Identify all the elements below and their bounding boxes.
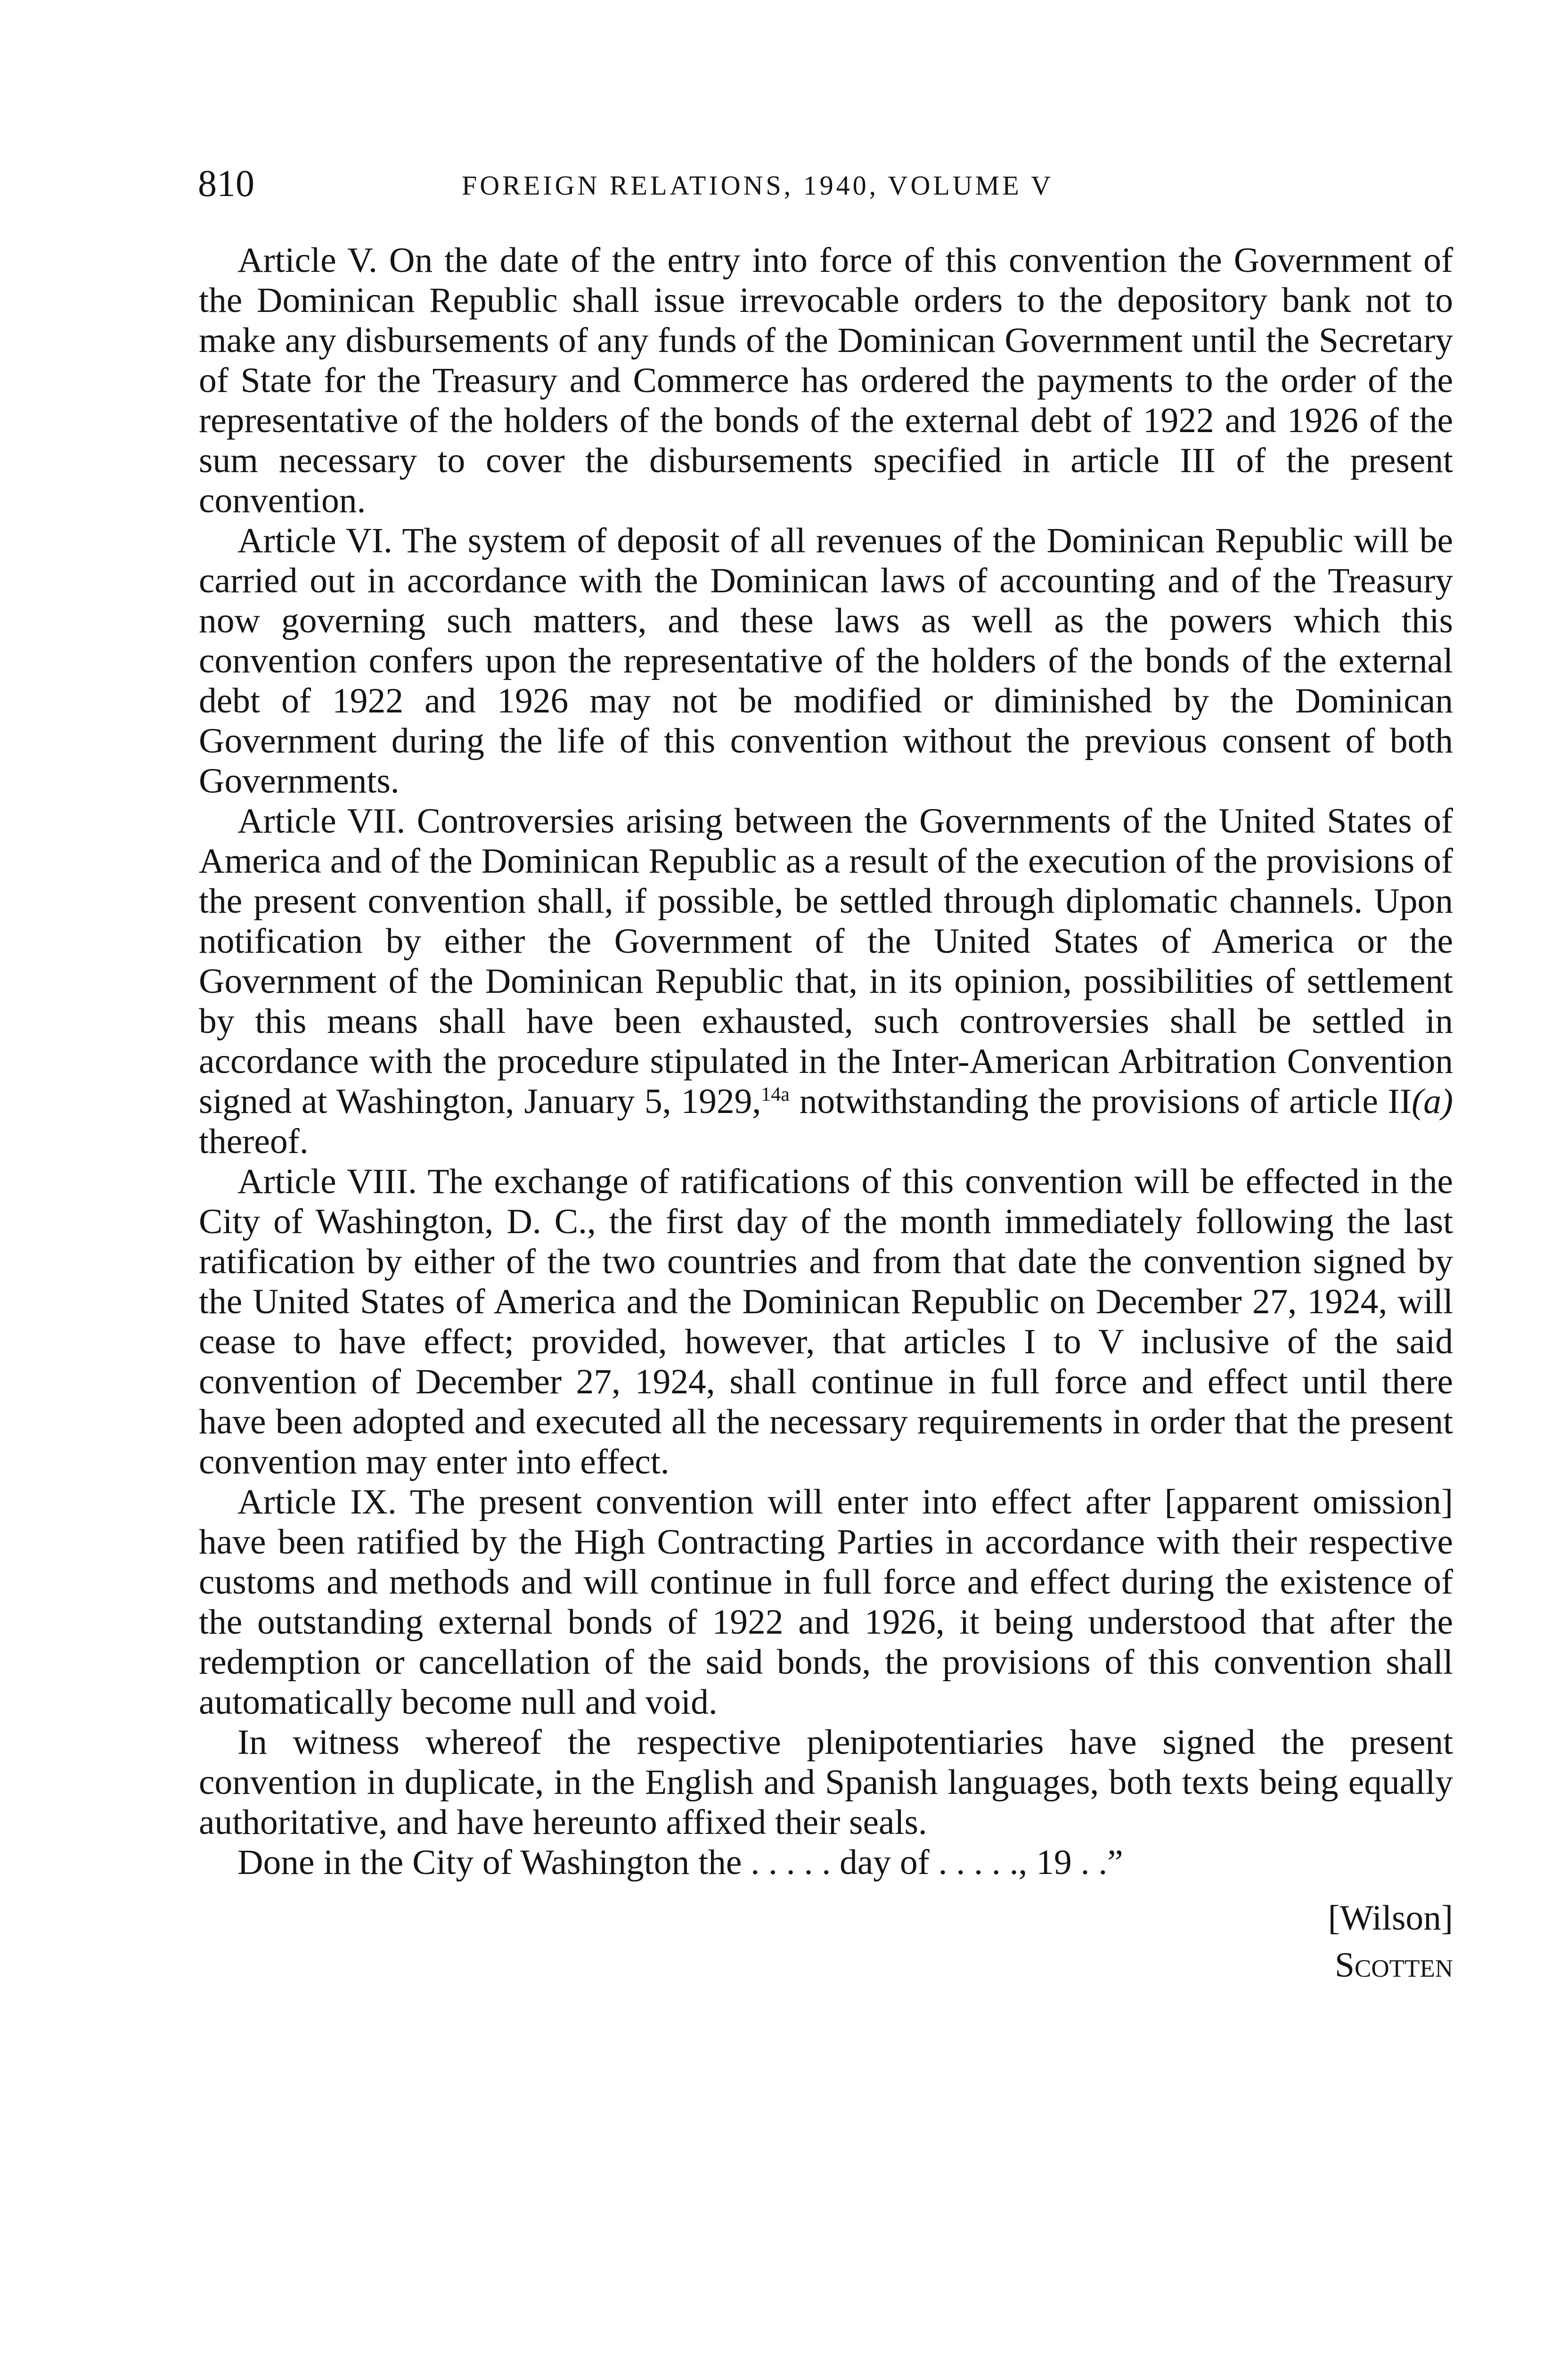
page-number: 810 — [198, 163, 254, 205]
article-vii-clause: (a) — [1411, 1082, 1453, 1121]
article-vii-text-part2: notwithstanding the provisions of article II — [789, 1082, 1412, 1121]
article-viii-paragraph: Article VIII. The exchange of ratifications of this convention will be effected in the City of Washington, D. C., the first day of the month immediately following the last ratification by either of the two countries and from that date the convention signed by the United States of America and the Dominican Republic on December 27, 1924, will cease to have effect; provided, however, that articles I to V inclusive of the said convention of December 27, 1924, shall continue in full force and effect until there have been adopted and executed all the necessary requirements in order that the present convention may enter into effect. — [199, 1162, 1453, 1481]
footnote-reference: 14a — [761, 1083, 790, 1105]
article-vii-text-part1: Article VII. Controversies arising between the Governments of the United States of America and of the Dominican Republic as a result of the execution of the provisions of the present convention shall, if possible, be settled through diplomatic channels. Upon notification by either the Government of the United States of America or the Government of the Dominican Republic that, in its opinion, possibilities of settlement by this means shall have been exhausted, such controversies shall be settled in accordance with the procedure stipulated in the Inter-American Arbitration Convention signed at Washington, January 5, 1929, — [199, 802, 1453, 1121]
article-ix-paragraph: Article IX. The present convention will enter into effect after [apparent omission] have been ratified by the High Contracting Parties in accordance with their respective customs and methods and will continue in full force and effect during the existence of the outstanding external bonds of 1922 and 1926, it being understood that after the redemption or cancellation of the said bonds, the provisions of this convention shall automatically become null and void. — [199, 1482, 1453, 1722]
signature-scotten: Scotten — [1334, 1946, 1453, 1985]
article-vii-text-part3: thereof. — [199, 1122, 309, 1161]
page-header — [198, 160, 1461, 212]
done-paragraph: Done in the City of Washington the . . . . . day of . . . . ., 19 . .” — [237, 1843, 1123, 1882]
running-title: FOREIGN RELATIONS, 1940, VOLUME V — [462, 170, 1054, 201]
article-vii-paragraph — [199, 801, 1453, 1162]
article-vi-paragraph: Article VI. The system of deposit of all revenues of the Dominican Republic will be carried out in accordance with the Dominican laws of accounting and of the Treasury now governing such matters, and these laws as well as the powers which this convention confers upon the representative of the holders of the bonds of the external debt of 1922 and 1926 may not be modified or diminished by the Dominican Government during the life of this convention without the previous consent of both Governments. — [199, 521, 1453, 801]
signature-wilson: [Wilson] — [1328, 1898, 1453, 1938]
article-v-paragraph: Article V. On the date of the entry into force of this convention the Government of the Dominican Republic shall issue irrevocable orders to the depository bank not to make any disbursements of any funds of the Dominican Government until the Secretary of State for the Treasury and Commerce has ordered the payments to the order of the representative of the holders of the bonds of the external debt of 1922 and 1926 of the sum necessary to cover the disbursements specified in article III of the present convention. — [199, 241, 1453, 520]
body-text — [199, 240, 1453, 1989]
signature-block — [199, 1895, 1453, 1989]
witness-paragraph: In witness whereof the respective plenipotentiaries have signed the present convention in duplicate, in the English and Spanish languages, both texts being equally authoritative, and have hereunto affixed their seals. — [199, 1723, 1453, 1842]
